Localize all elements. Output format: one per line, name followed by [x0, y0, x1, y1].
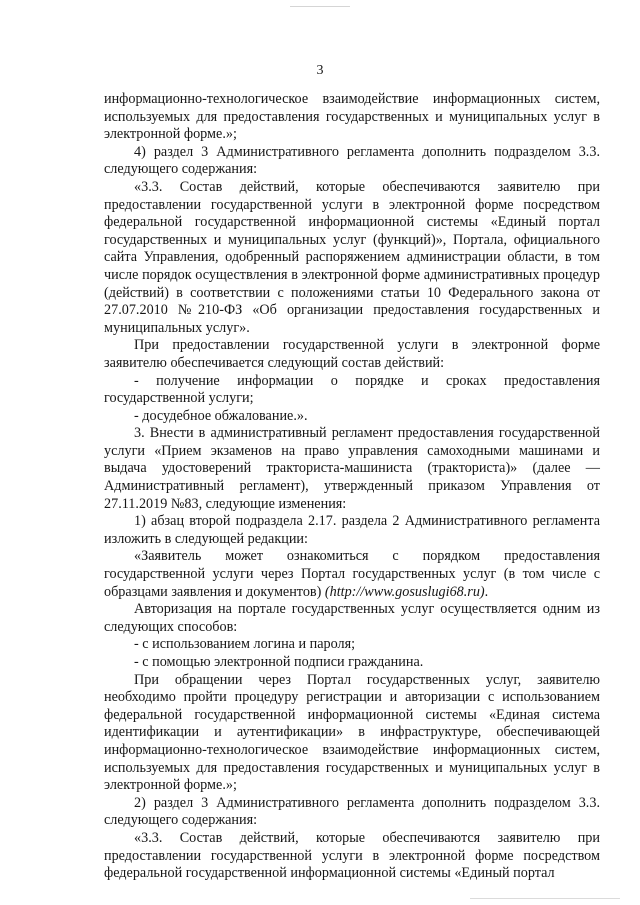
paragraph-15: «3.3. Состав действий, которые обеспечиваются заявителю при предоставлении государственной услуги в электронной форме посредством федеральной государственной информационной системы «Единый портал [104, 829, 600, 882]
paragraph-9-text: «Заявитель может ознакомиться с порядком предоставления государственной услуги через Портал государственных услуг (в том числе с образцами заявления и документов) [104, 548, 600, 600]
paragraph-3: «3.3. Состав действий, которые обеспечиваются заявителю при предоставлении государственной услуги в электронной форме посредством федеральной государственной информационной системы «Единый портал государственных и муниципальных услуг (функций)», Портала, официального сайта Управления, одобренный распоряжением администрации области, в том числе порядок осуществления в электронной форме административных процедур (действий) в соответствии с положениями статьи 10 Федерального закона от 27.07.2010 №210-ФЗ «Об организации предоставления государственных и муниципальных услуг». [104, 178, 600, 336]
paragraph-13: При обращении через Портал государственных услуг, заявителю необходимо пройти процедуру регистрации и авторизации с использованием федеральной государственной информационной системы «Единая система идентификации и аутентификации» в инфраструктуре, обеспечивающей информационно-технологическое взаимодействие информационных систем, используемых для предоставления государственных и муниципальных услуг в электронной форме.»; [104, 671, 600, 794]
paragraph-10: Авторизация на портале государственных услуг осуществляется одним из следующих способов: [104, 601, 600, 635]
portal-link[interactable]: (http://www.gosuslugi68.ru) [324, 583, 485, 600]
list-item-appeal: - досудебное обжалование.». [134, 407, 308, 424]
document-body [104, 91, 600, 883]
paragraph-7: 3. Внести в административный регламент предоставления государственной услуги «Прием экзаменов на право управления самоходными машинами и выдача удостоверений тракториста-машиниста (тракториста)» (далее — Административный регламент), утвержденный приказом Управления от 27.11.2019 №83, следующие изменения: [104, 425, 600, 512]
paragraph-1: информационно-технологическое взаимодействие информационных систем, используемых для предоставления государственных и муниципальных услуг в электронной форме.»; [104, 91, 600, 143]
list-item-signature: - с помощью электронной подписи гражданина. [134, 654, 424, 670]
paragraph-2: 4) раздел 3 Административного регламента дополнить подразделом 3.3. следующего содержания: [104, 143, 600, 178]
scan-artifact-bottom [470, 898, 620, 899]
page-number: 3 [316, 63, 324, 78]
scan-artifact-top [290, 6, 350, 7]
paragraph-9 [104, 548, 600, 601]
paragraph-4: При предоставлении государственной услуги в электронной форме заявителю обеспечивается следующий состав действий: [104, 337, 600, 371]
list-item-info: - получение информации о порядке и сроках предоставления государственной услуги; [104, 372, 600, 407]
paragraph-14: 2) раздел 3 Административного регламента дополнить подразделом 3.3. следующего содержания: [104, 794, 600, 829]
paragraph-9-tail: . [484, 583, 489, 600]
list-item-login: - с использованием логина и пароля; [134, 636, 356, 653]
paragraph-8: 1) абзац второй подраздела 2.17. раздела 2 Административного регламента изложить в следующей редакции: [104, 513, 600, 547]
